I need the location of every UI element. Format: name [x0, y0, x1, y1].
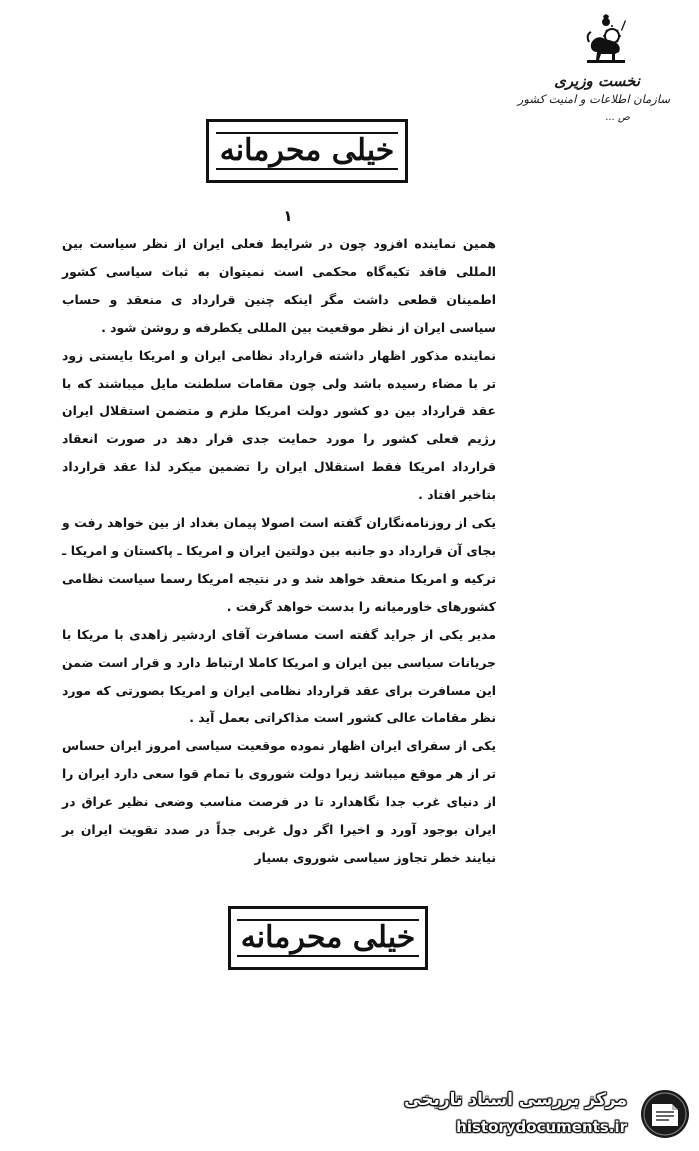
footer-watermark	[405, 1082, 695, 1144]
letterhead-ministry: نخست وزیری	[554, 72, 640, 90]
page-number: ۱	[283, 207, 293, 225]
body-paragraph-5: یکی از سفرای ایران اظهار نموده موقعیت سیاسی امروز ایران حساس تر از هر موقع میباشد زیرا دولت شوروی با تمام قوا سعی دارد ایران را از دنیای غرب جدا نگاهدارد تا در فرصت مناسب وضعی نظیر عراق در ایران بوجود آورد و اخیرا اگر دول غربی جداً در صدد تقویت ایران بر نیایند خطر تجاوز سیاسی شوروی بسیار	[62, 738, 496, 865]
document-body	[62, 230, 496, 872]
classification-stamp-top	[206, 119, 408, 183]
body-paragraph-2: نماینده مذکور اظهار داشته قرارداد نظامی ایران و امریکا بایستی زود تر با مضاء رسیده باشد ولی چون مقامات سلطنت مایل میباشند که با عقد قرارداد بین دو کشور دولت امریکا ملزم و متضمن استقلال ایران رژیم فعلی کشور را مورد حمایت جدی قرار دهد در صورت انعقاد قرارداد امریکا فقط استقلال ایران را تضمین میکرد لذا عقد قرارداد بتاخیر افتاد .	[62, 347, 496, 503]
classification-stamp-top-text: خیلی محرمانه	[216, 132, 399, 171]
classification-stamp-bottom-text: خیلی محرمانه	[237, 919, 420, 958]
footer-url: historydocuments.ir	[456, 1118, 627, 1136]
letterhead-reference: ص ...	[605, 112, 630, 123]
document-center-logo-icon	[639, 1088, 691, 1140]
body-paragraph-3: یکی از روزنامه‌نگاران گفته است اصولا پیمان بغداد از بین خواهد رفت و بجای آن قرارداد دو جانبه بین دولتین ایران و امریکا ـ پاکستان و امریکا ـ ترکیه و امریکا منعقد خواهد شد و در نتیجه امریکا رسما سیاست نظامی کشورهای خاورمیانه را بدست خواهد گرفت .	[62, 515, 496, 614]
body-paragraph-1: همین نماینده افزود چون در شرایط فعلی ایران از نظر سیاست بین المللی فاقد تکیه‌گاه محکمی است نمیتوان به ثبات سیاسی کشور اطمینان قطعی داشت مگر اینکه چنین قرارداد ی منعقد و حساب سیاسی ایران از نظر موقعیت بین المللی یکطرفه و روشن شود .	[62, 236, 496, 335]
classification-stamp-bottom	[228, 906, 428, 970]
footer-title: مرکز بررسی اسناد تاریخی	[404, 1090, 627, 1110]
body-paragraph-4: مدیر یکی از جراید گفته است مسافرت آقای اردشیر زاهدی با مریکا با جریانات سیاسی بین ایران و امریکا کاملا ارتباط دارد و قرار است ضمن این مسافرت برای عقد قرارداد نظامی ایران و امریکا بصورتی که مورد نظر مقامات عالی کشور است مذاکراتی بعمل آید .	[62, 626, 496, 726]
lion-and-sun-emblem-icon	[585, 14, 627, 64]
letterhead-organization: سازمان اطلاعات و امنیت کشور	[517, 92, 670, 106]
letterhead	[517, 10, 670, 125]
